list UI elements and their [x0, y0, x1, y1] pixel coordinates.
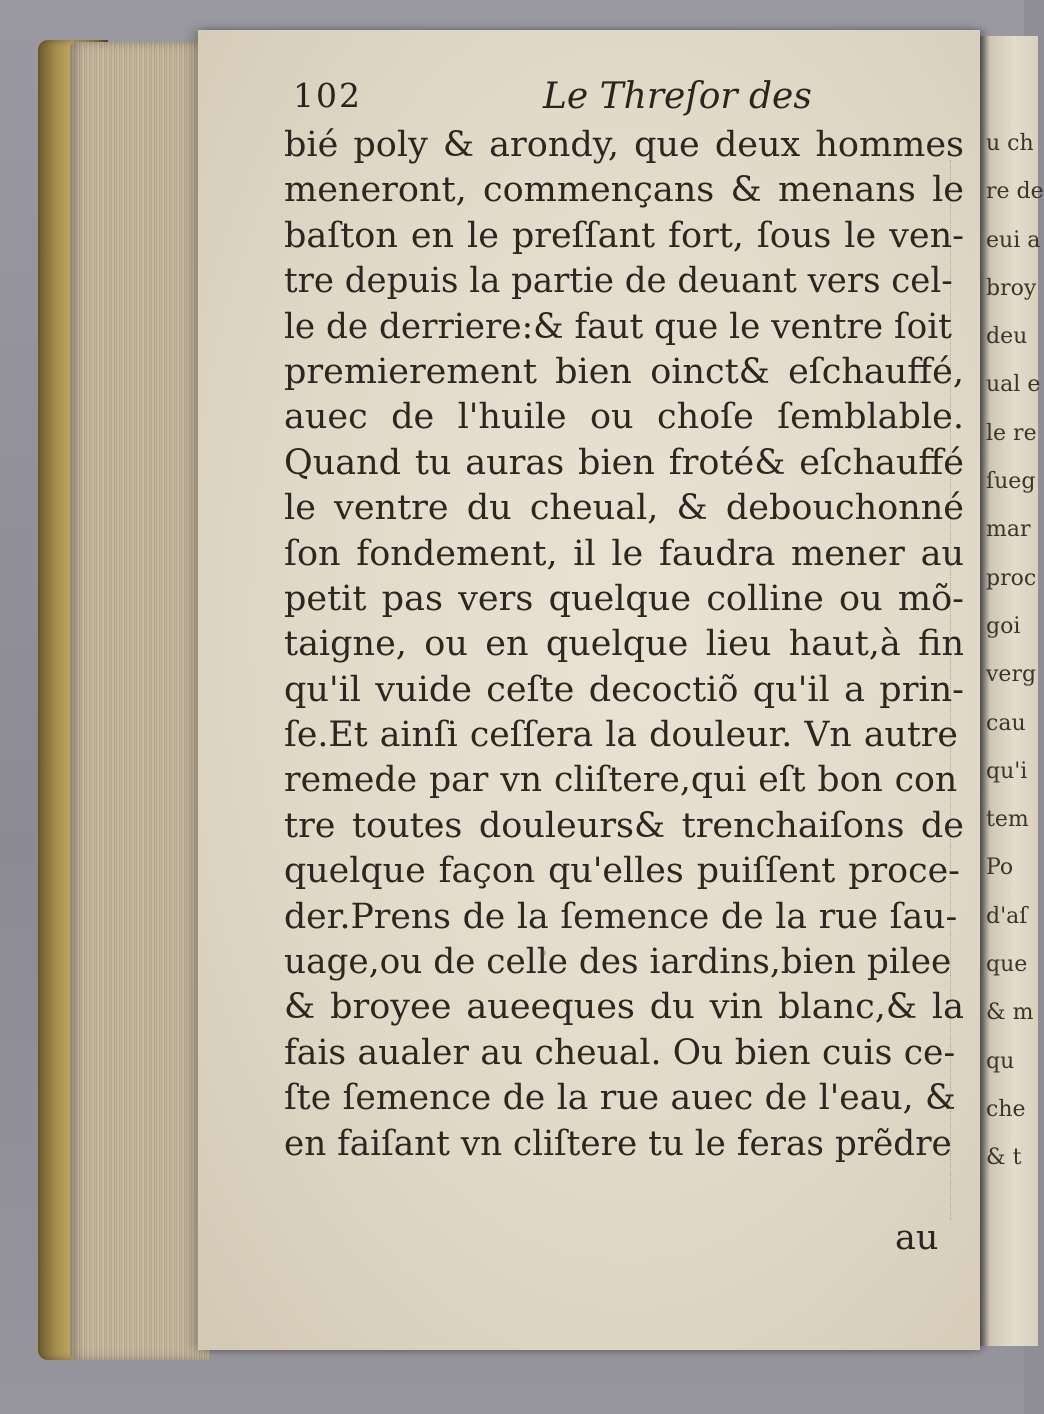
facing-page-fragment: ſueg [986, 469, 1036, 495]
text-line: ſe.Et ainſi ceſſera la douleur. Vn autre [284, 715, 958, 756]
facing-page-fragment: deu [986, 324, 1028, 350]
text-line: ſon fondement, il le faudra mener au [284, 533, 964, 574]
facing-page-fragment: Po [986, 855, 1014, 881]
text-line: der.Prens de la ſemence de la rue ſau- [284, 896, 958, 937]
facing-page-fragment: proc [986, 565, 1037, 591]
text-line: uage,ou de celle des iardins,bien pilee [284, 942, 952, 983]
text-line: ſte ſemence de la rue auec de l'eau, & [284, 1078, 956, 1119]
ink-spot [540, 950, 546, 956]
facing-page-fragment: & t [986, 1145, 1022, 1171]
facing-page-fragment: le re [986, 420, 1037, 446]
text-line: meneront, commençans & menans le [284, 170, 964, 211]
facing-page-fragment: broy [986, 275, 1037, 301]
text-line: en faiſant vn cliſtere tu le feras prẽdre [284, 1123, 952, 1164]
text-line: bié poly & arondy, que deux hommes [284, 125, 964, 165]
text-line: qu'il vuide ceſte decoctiõ qu'il a prin- [284, 669, 964, 710]
text-line: Quand tu auras bien froté& eſchauffé [284, 442, 964, 483]
text-line: le ventre du cheual, & debouchonné [284, 488, 964, 529]
catchword: au [895, 1218, 939, 1258]
margin-marks [942, 160, 951, 1220]
text-line: tre toutes douleurs& trenchaiſons de [284, 805, 964, 846]
text-line: petit pas vers quelque colline ou mõ- [284, 578, 964, 619]
facing-page-fragment: que [986, 952, 1028, 978]
facing-page-fragment: qu [986, 1048, 1015, 1074]
facing-page-fragment: re de [986, 179, 1044, 205]
text-line: auec de l'huile ou choſe ſemblable. [284, 397, 964, 438]
facing-page-fragment: & m [986, 1000, 1034, 1026]
text-line: quelque façon qu'elles puiſſent proce- [284, 851, 960, 892]
text-line: fais aualer au cheual. Ou bien cuis ce- [284, 1032, 956, 1073]
facing-page-fragment: cau [986, 710, 1026, 736]
running-title: Le Threſor des [543, 76, 812, 117]
page-number: 102 [293, 76, 362, 115]
facing-page-fragment: tem [986, 807, 1029, 833]
facing-page-fragment: verg [986, 662, 1037, 688]
text-line: & broyee aueeques du vin blanc,& la [284, 987, 964, 1028]
page-edges [70, 42, 210, 1360]
text-line: premierement bien oinct& eſchauffé, [284, 351, 964, 392]
facing-page-fragment: ual e [986, 372, 1041, 398]
text-line: tre depuis la partie de deuant vers cel- [284, 261, 953, 302]
facing-page-fragment: eui a [986, 227, 1041, 253]
facing-page-text [986, 120, 1044, 1183]
facing-page-fragment: d'aſ [986, 903, 1028, 929]
text-line: remede par vn cliſtere,qui eſt bon con [284, 760, 958, 801]
text-line: le de derriere:& faut que le ventre ſoit [284, 306, 952, 347]
facing-page-fragment: u ch [986, 131, 1034, 156]
facing-page-fragment: mar [986, 517, 1031, 543]
facing-page-fragment: qu'i [986, 758, 1028, 784]
facing-page-fragment: goi [986, 613, 1021, 639]
facing-page-fragment: che [986, 1096, 1026, 1122]
text-line: taigne, ou en quelque lieu haut,à fin [284, 624, 964, 665]
body-text [284, 123, 964, 1167]
page-header [293, 76, 953, 126]
text-line: baſton en le preſſant fort, ſous le ven- [284, 215, 964, 256]
